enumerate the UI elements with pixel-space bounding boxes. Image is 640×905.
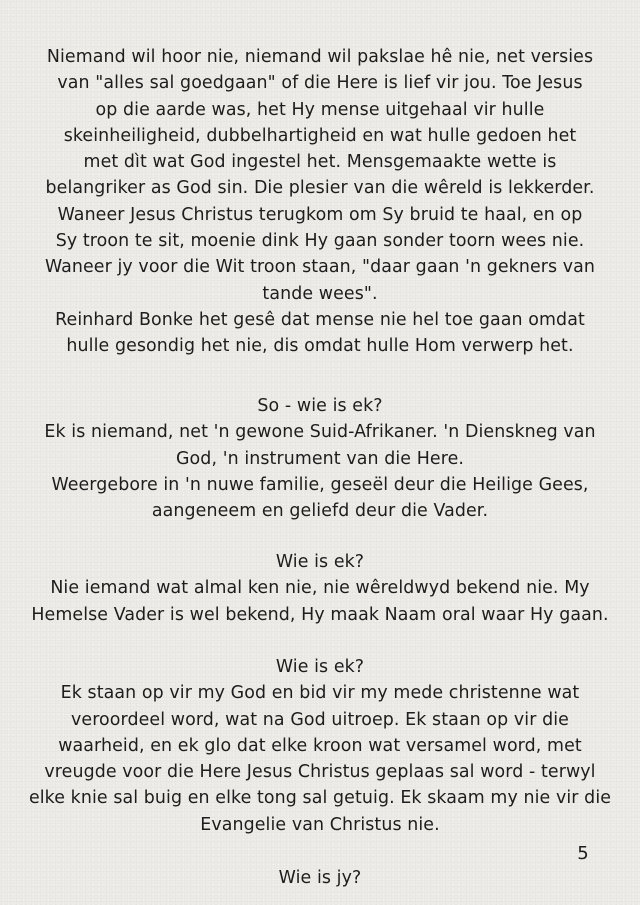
- text-line: Reinhard Bonke het gesê dat mense nie hel toe gaan omdat: [55, 309, 585, 330]
- text-line: van "alles sal goedgaan" of die Here is lief vir jou. Toe Jesus: [57, 73, 583, 94]
- text-line: Weergebore in 'n nuwe familie, geseël deur die Heilige Gees,: [51, 474, 589, 495]
- section-question: Wie is ek?: [275, 657, 365, 677]
- section-question: So - wie is ek?: [257, 396, 383, 416]
- text-line: waarheid, en ek glo dat elke kroon wat versamel word, met: [58, 735, 582, 756]
- text-line: Evangelie van Christus nie.: [200, 814, 440, 835]
- text-line: Sy troon te sit, moenie dink Hy gaan sonder toorn wees nie.: [55, 231, 585, 252]
- text-line: veroordeel word, wat na God uitroep. Ek staan op vir die: [71, 709, 569, 730]
- section-question: Wie is ek?: [275, 552, 365, 572]
- closing-section: [20, 865, 620, 891]
- closing-question: Wie is jy?: [278, 868, 362, 888]
- section-who-am-i-1: [20, 393, 620, 524]
- text-line: elke knie sal buig en elke tong sal getuig. Ek skaam my nie vir die: [28, 788, 612, 809]
- page-number: 5: [577, 843, 589, 864]
- section-who-am-i-3: [20, 654, 620, 838]
- text-line: Ek is niemand, net 'n gewone Suid-Afrikaner. 'n Dienskneg van: [44, 422, 596, 443]
- text-line: met dìt wat God ingestel het. Mensgemaakte wette is: [83, 152, 557, 173]
- text-line: God, 'n instrument van die Here.: [175, 448, 465, 469]
- text-line: tande wees".: [262, 283, 378, 304]
- opening-paragraph: [20, 44, 620, 360]
- text-line: belangriker as God sin. Die plesier van die wêreld is lekkerder.: [45, 178, 595, 199]
- text-line: Waneer Jesus Christus terugkom om Sy bruid te haal, en op: [57, 204, 583, 225]
- text-line: Ek staan op vir my God en bid vir my mede christenne wat: [60, 683, 580, 704]
- text-line: vreugde voor die Here Jesus Christus geplaas sal word - terwyl: [44, 762, 596, 783]
- text-line: Hemelse Vader is wel bekend, Hy maak Naam oral waar Hy gaan.: [31, 604, 609, 625]
- text-line: skeinheiligheid, dubbelhartigheid en wat hulle gedoen het: [63, 125, 577, 146]
- section-who-am-i-2: [20, 549, 620, 628]
- text-line: Waneer jy voor die Wit troon staan, "daar gaan 'n gekners van: [44, 257, 596, 278]
- text-line: op die aarde was, het Hy mense uitgehaal vir hulle: [95, 99, 545, 120]
- text-line: aangeneem en geliefd deur die Vader.: [151, 501, 489, 522]
- text-line: Niemand wil hoor nie, niemand wil pakslae hê nie, net versies: [46, 47, 594, 67]
- text-line: hulle gesondig het nie, dis omdat hulle Hom verwerp het.: [66, 336, 574, 357]
- text-line: Nie iemand wat almal ken nie, nie wêreldwyd bekend nie. My: [50, 578, 590, 599]
